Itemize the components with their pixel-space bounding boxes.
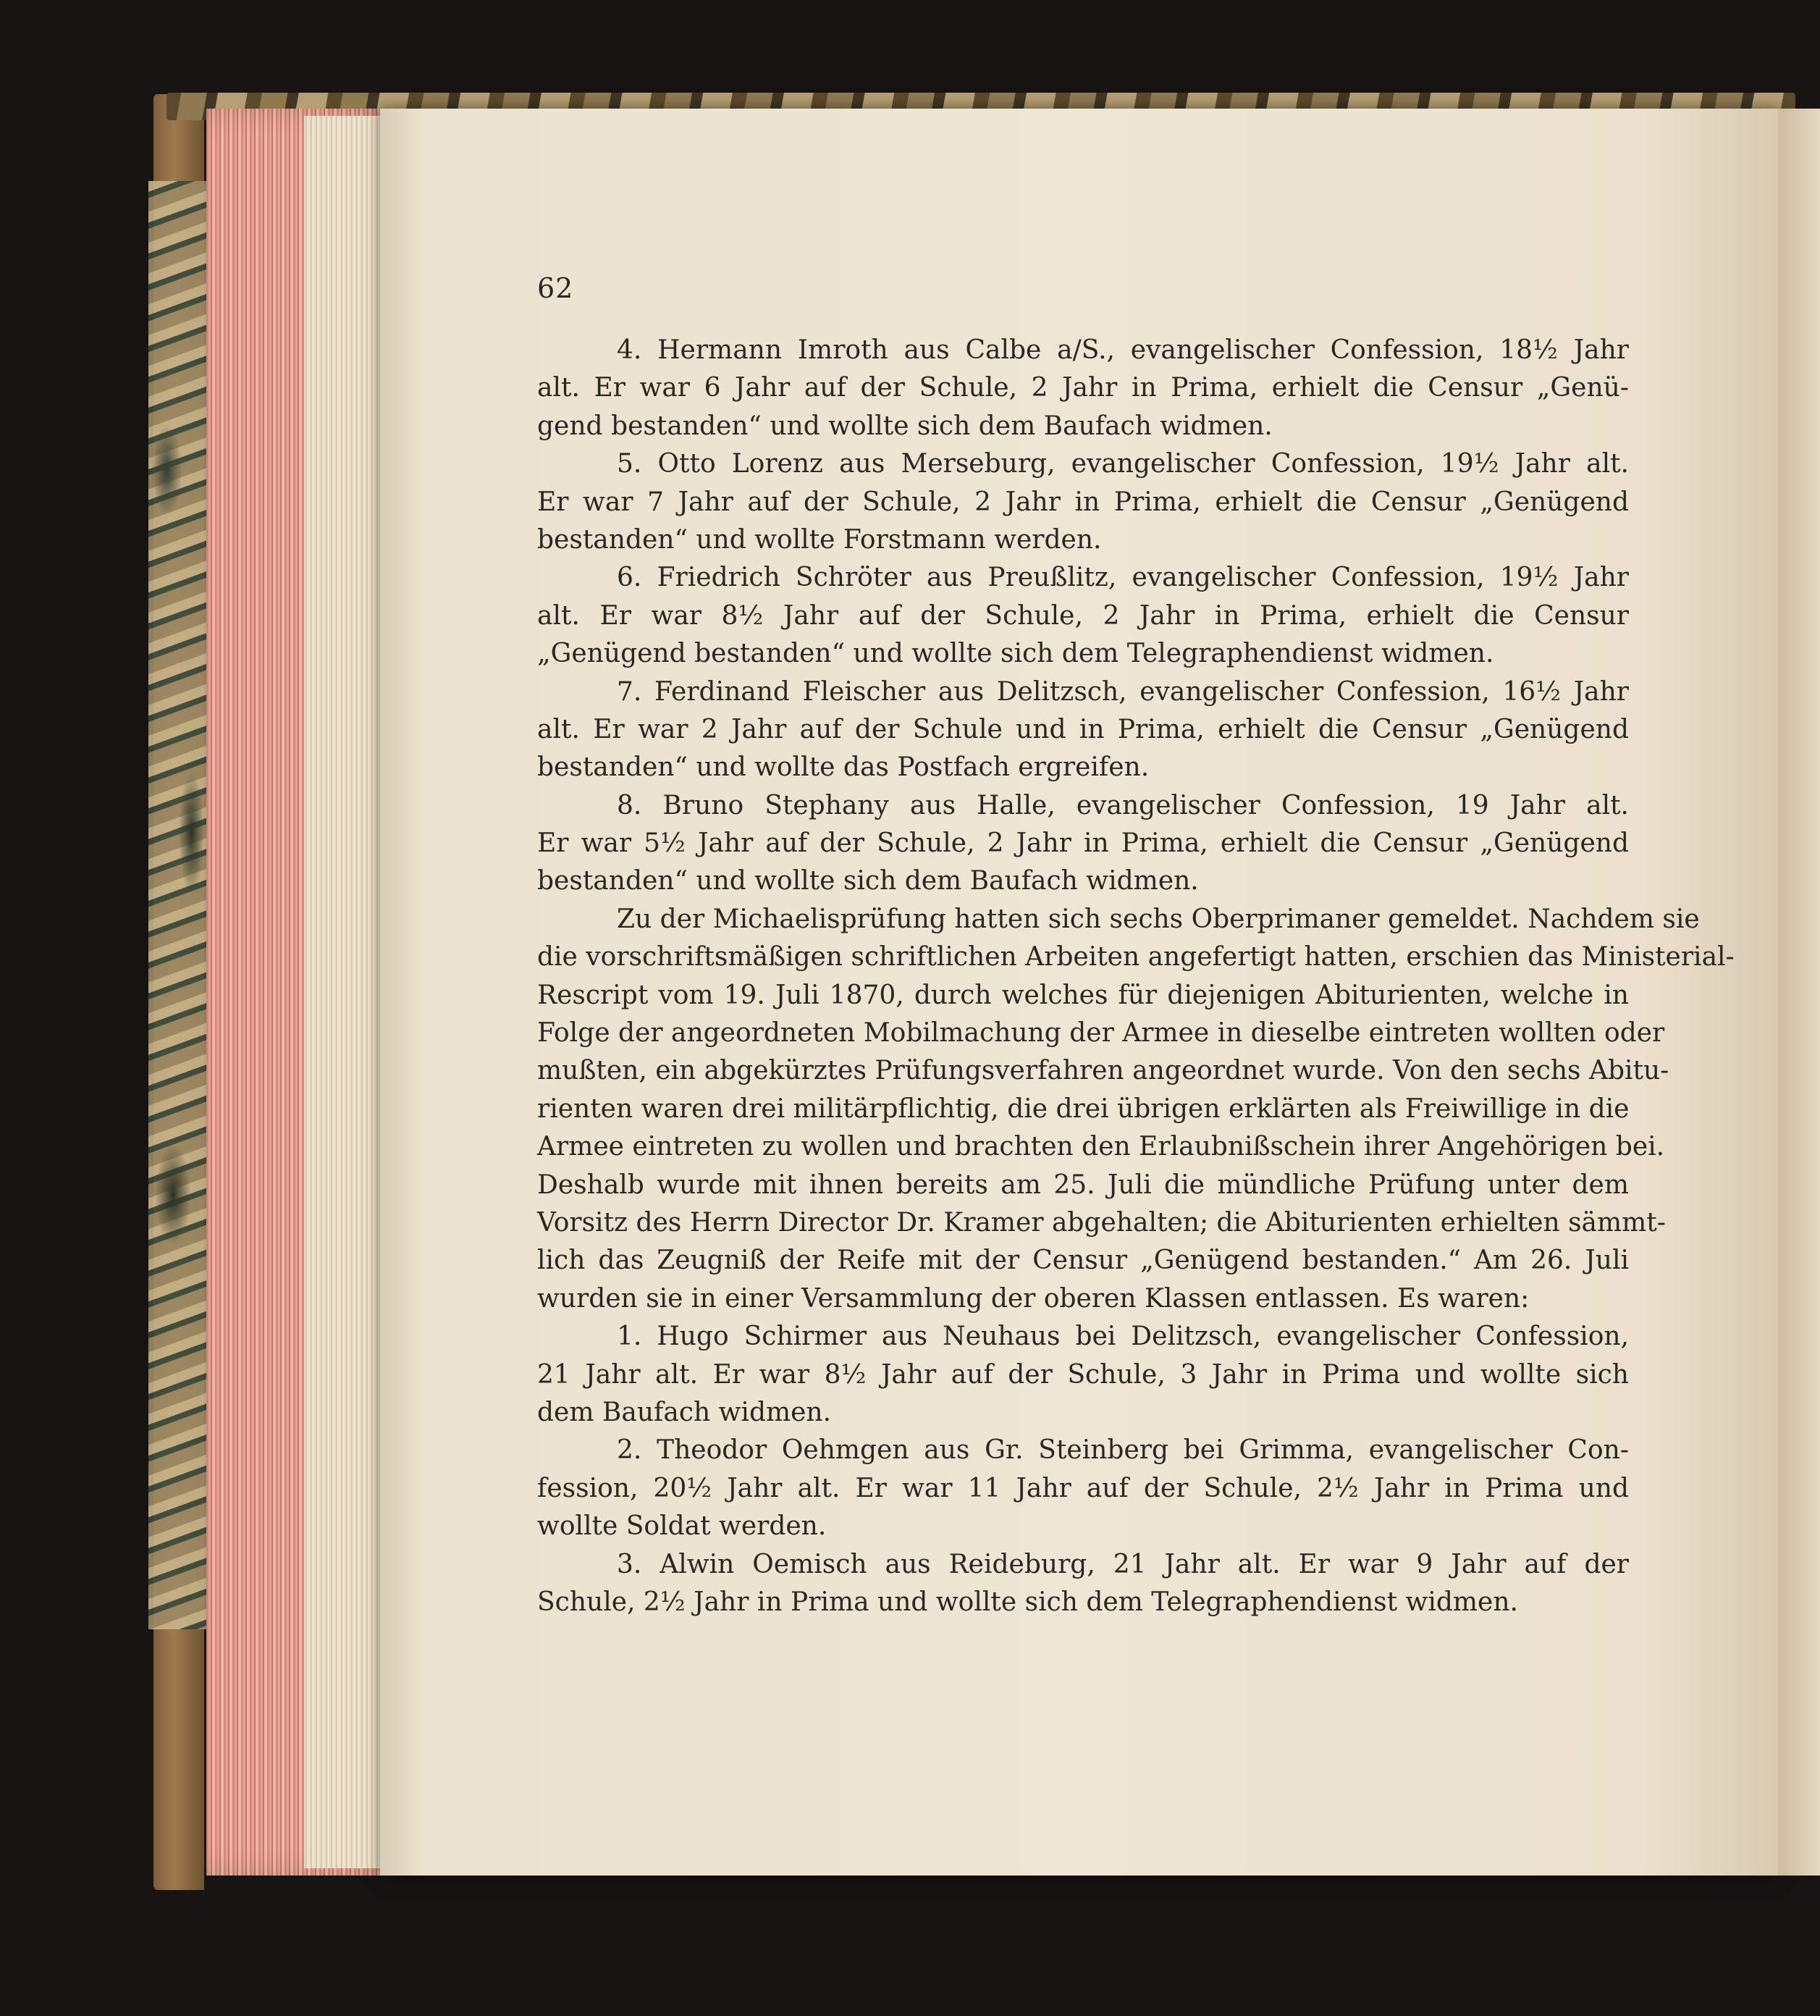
text-line: 21 Jahr alt. Er war 8½ Jahr auf der Schule, 3 Jahr in Prima und wollte sich bbox=[537, 1359, 1629, 1390]
text-line: „Genügend bestanden“ und wollte sich dem Telegraphendienst widmen. bbox=[537, 639, 1494, 669]
text-line: fession, 20½ Jahr alt. Er war 11 Jahr auf der Schule, 2½ Jahr in Prima und bbox=[537, 1473, 1629, 1503]
text-line: wurden sie in einer Versammlung der oberen Klassen entlassen. Es waren: bbox=[537, 1283, 1530, 1314]
page-number: 62 bbox=[537, 272, 574, 304]
page-stack-inner bbox=[304, 116, 384, 1868]
text-line: Er war 7 Jahr auf der Schule, 2 Jahr in Prima, erhielt die Censur „Genügend bbox=[537, 487, 1629, 517]
text-line: rienten waren drei militärpflichtig, die drei übrigen erklärten als Freiwillige in die bbox=[537, 1093, 1630, 1124]
text-line: 1. Hugo Schirmer aus Neuhaus bei Delitzsch, evangelischer Confession, bbox=[617, 1322, 1629, 1352]
text-line: 8. Bruno Stephany aus Halle, evangelischer Confession, 19 Jahr alt. bbox=[617, 790, 1629, 820]
text-line: alt. Er war 2 Jahr auf der Schule und in Prima, erhielt die Censur „Genügend bbox=[537, 714, 1629, 744]
text-line: 6. Friedrich Schröter aus Preußlitz, evangelischer Confession, 19½ Jahr bbox=[617, 563, 1629, 593]
text-line: Armee eintreten zu wollen und brachten den Erlaubnißschein ihrer Angehörigen bei. bbox=[537, 1132, 1665, 1162]
text-line: 4. Hermann Imroth aus Calbe a/S., evangelischer Confession, 18½ Jahr bbox=[617, 335, 1629, 365]
text-line: Schule, 2½ Jahr in Prima und wollte sich dem Telegraphendienst widmen. bbox=[537, 1587, 1518, 1617]
text-line: bestanden“ und wollte das Postfach ergreifen. bbox=[537, 752, 1150, 783]
text-line: 2. Theodor Oehmgen aus Gr. Steinberg bei Grimma, evangelischer Con- bbox=[617, 1435, 1629, 1466]
text-line: Vorsitz des Herrn Director Dr. Kramer abgehalten; die Abiturienten erhielten sämmt- bbox=[537, 1207, 1666, 1238]
text-line: Deshalb wurde mit ihnen bereits am 25. Juli die mündliche Prüfung unter dem bbox=[537, 1169, 1629, 1200]
marbled-cover bbox=[148, 181, 210, 1629]
facing-page-edge bbox=[1778, 109, 1820, 1876]
text-line: 5. Otto Lorenz aus Merseburg, evangelischer Confession, 19½ Jahr alt. bbox=[617, 449, 1629, 479]
text-line: 3. Alwin Oemisch aus Reideburg, 21 Jahr alt. Er war 9 Jahr auf der bbox=[617, 1549, 1629, 1579]
text-line: Er war 5½ Jahr auf der Schule, 2 Jahr in Prima, erhielt die Censur „Genügend bbox=[537, 828, 1629, 859]
text-body bbox=[537, 332, 1735, 1621]
text-line: bestanden“ und wollte Forstmann werden. bbox=[537, 524, 1102, 555]
text-line: 7. Ferdinand Fleischer aus Delitzsch, evangelischer Confession, 16½ Jahr bbox=[617, 676, 1629, 707]
text-line: alt. Er war 8½ Jahr auf der Schule, 2 Jahr in Prima, erhielt die Censur bbox=[537, 600, 1629, 631]
text-line: die vorschriftsmäßigen schriftlichen Arbeiten angefertigt hatten, erschien das Ministerial- bbox=[537, 942, 1735, 973]
text-line: Zu der Michaelisprüfung hatten sich sechs Oberprimaner gemeldet. Nachdem sie bbox=[617, 904, 1700, 934]
text-line: Rescript vom 19. Juli 1870, durch welches für diejenigen Abiturienten, welche in bbox=[537, 980, 1629, 1010]
text-line: wollte Soldat werden. bbox=[537, 1511, 827, 1542]
text-line: alt. Er war 6 Jahr auf der Schule, 2 Jahr in Prima, erhielt die Censur „Genü- bbox=[537, 373, 1629, 403]
text-line: mußten, ein abgekürztes Prüfungsverfahren angeordnet wurde. Von den sechs Abitu- bbox=[537, 1056, 1669, 1086]
text-line: bestanden“ und wollte sich dem Baufach widmen. bbox=[537, 866, 1199, 896]
text-line: Folge der angeordneten Mobilmachung der Armee in dieselbe eintreten wollten oder bbox=[537, 1018, 1665, 1049]
text-line: lich das Zeugniß der Reife mit der Censur „Genügend bestanden.“ Am 26. Juli bbox=[537, 1246, 1629, 1276]
text-line: dem Baufach widmen. bbox=[537, 1397, 832, 1427]
text-line: gend bestanden“ und wollte sich dem Baufach widmen. bbox=[537, 411, 1273, 441]
